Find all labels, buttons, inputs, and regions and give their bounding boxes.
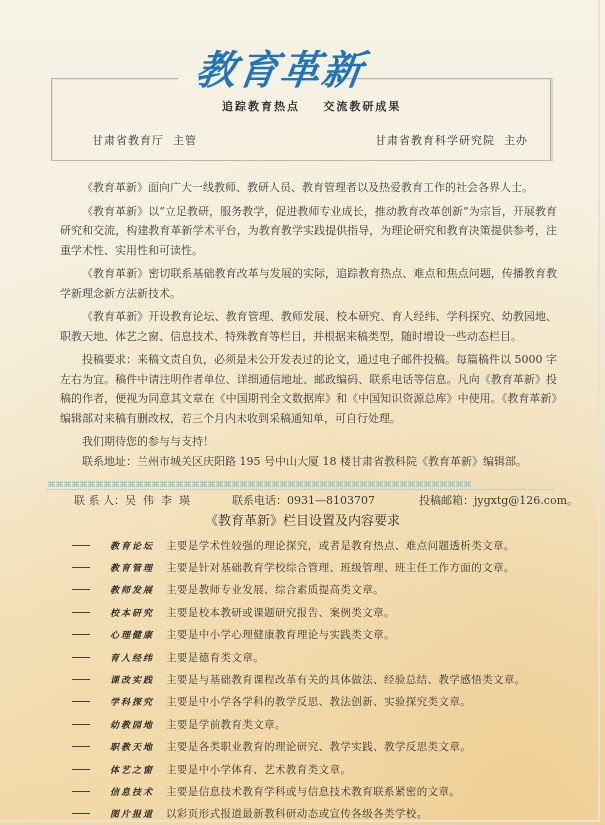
sponsoring-unit: 甘肃省教育科学研究院 主办 — [375, 134, 528, 147]
list-item — [72, 668, 552, 690]
column-name: 幼教园地 — [110, 720, 155, 731]
list-item — [72, 579, 552, 601]
columns-section-title: 《教育革新》栏目设置及内容要求 — [204, 514, 400, 529]
column-desc: 主要是校本教研或课题研究报告、案例类文章。 — [166, 606, 395, 619]
list-item — [72, 534, 552, 556]
masthead-frame-shadow — [551, 78, 553, 162]
column-name: 信息技术 — [110, 787, 155, 798]
column-desc: 主要是德育类文章。 — [166, 651, 265, 664]
column-desc: 主要是与基础教育课程改革有关的具体做法、经验总结、教学感悟类文章。 — [166, 674, 526, 687]
column-desc: 主要是学术性较强的理论探究，或者是教育热点、难点问题透析类文章。 — [166, 539, 515, 552]
intro-paragraph: 《教育革新》面向广大一线教师、教研人员、教育管理者以及热爱教育工作的社会各界人士。 — [82, 181, 533, 194]
column-desc: 主要是信息技术教育学科或与信息技术教育联系紧密的文章。 — [166, 785, 461, 798]
contact-persons: 联 系 人：吴 伟 李 瑛 — [74, 493, 190, 507]
column-name: 体艺之窗 — [110, 765, 155, 776]
column-name: 教育论坛 — [110, 541, 155, 552]
list-item — [72, 780, 552, 802]
dash-icon — [72, 679, 90, 680]
dash-icon — [72, 612, 90, 613]
dash-icon — [72, 724, 90, 725]
column-desc: 主要是针对基础教育学校综合管理、班级管理、班主任工作方面的文章。 — [166, 562, 515, 575]
dash-icon — [72, 769, 90, 770]
dash-icon — [72, 746, 90, 747]
column-name: 育人经纬 — [110, 653, 155, 664]
list-item — [72, 713, 552, 735]
dash-icon — [72, 701, 90, 702]
column-name: 图片报道 — [110, 810, 155, 821]
intro-paragraph: 《教育革新》密切联系基础教育改革与发展的实际，追踪教育热点、难点和焦点问题，传播教育教学新理念新方法新技术。 — [60, 267, 557, 300]
list-item — [72, 758, 552, 780]
ornamental-divider: ⌘⌘⌘⌘⌘⌘⌘⌘⌘⌘⌘⌘⌘⌘⌘⌘⌘⌘⌘⌘⌘⌘⌘⌘⌘⌘⌘⌘⌘⌘⌘⌘⌘⌘⌘⌘⌘⌘⌘⌘⌘⌘⌘⌘⌘⌘⌘⌘⌘⌘⌘⌘⌘ — [47, 481, 553, 490]
closing-line: 我们期待您的参与与支持！ — [82, 435, 214, 448]
dash-icon — [72, 791, 90, 792]
list-item — [72, 556, 552, 578]
column-desc: 主要是中小学心理健康教育理论与实践类文章。 — [166, 629, 395, 642]
dash-icon — [72, 567, 90, 568]
dash-icon — [72, 813, 90, 814]
dash-icon — [72, 634, 90, 635]
contact-email[interactable]: 投稿邮箱：jygxtg@126.com。 — [418, 493, 579, 507]
intro-paragraph: 《教育革新》开设教育论坛、教育管理、教师发展、校本研究、育人经纬、学科探究、幼教园地、职教天地、体艺之窗、信息技术、特殊教育等栏目，并根据来稿类型，随时增设一些动态栏目。 — [60, 310, 557, 343]
column-desc: 以彩页形式报道最新教科研动态或宣传各级各类学校。 — [166, 808, 428, 821]
list-item — [72, 646, 552, 668]
supervising-unit: 甘肃省教育厅 主管 — [92, 134, 197, 147]
list-item — [72, 691, 552, 713]
magazine-title-logo: 教育革新 — [192, 47, 368, 94]
dash-icon — [72, 589, 90, 590]
list-item — [72, 803, 552, 825]
column-name: 职教天地 — [110, 743, 155, 754]
intro-paragraph: 《教育革新》以“立足教研，服务教学，促进教师专业成长，推动教育改革创新”为宗旨，开展教育研究和交流，构建教育革新学术平台，为教育教学实践提供指导，为理论研究和教育决策提供参考，注重学术性、实用性和可读性。 — [60, 204, 557, 257]
list-item — [72, 601, 552, 623]
column-name: 教育管理 — [110, 564, 155, 575]
contact-phone: 联系电话：0931—8103707 — [231, 493, 375, 507]
submission-requirements: 投稿要求：来稿文责自负，必须是未公开发表过的论文，通过电子邮件投稿。每篇稿件以 5000 字左右为宜。稿件中请注明作者单位、详细通信地址、邮政编码、联系电话等信息。凡向《教育革新》投稿的作者，便视为同意其文章在《中国期刊全文数据库》和《中国知识资源总库》中使用。《教育革新》编辑部对来稿有删改权，若三个月内未收到采稿通知单，可自行处理。 — [60, 353, 557, 425]
list-item — [72, 736, 552, 758]
column-name: 心理健康 — [110, 631, 155, 642]
column-desc: 主要是各类职业教育的理论研究、教学实践、教学反思类文章。 — [166, 741, 472, 754]
column-name: 教师发展 — [110, 586, 155, 597]
column-desc: 主要是教师专业发展、综合素质提高类文章。 — [166, 584, 384, 597]
column-name: 学科探究 — [110, 698, 155, 709]
dash-icon — [72, 545, 90, 546]
list-item — [72, 624, 552, 646]
intro-section — [60, 178, 579, 530]
column-desc: 主要是中小学体育、艺术教育类文章。 — [166, 763, 352, 776]
masthead-frame-bottom — [51, 160, 550, 161]
column-desc: 主要是中小学各学科的教学反思、教法创新、实验探究类文章。 — [166, 696, 472, 709]
columns-list — [72, 534, 552, 825]
column-name: 课改实践 — [110, 676, 155, 687]
column-desc: 主要是学前教育类文章。 — [166, 718, 286, 731]
column-name: 校本研究 — [110, 608, 155, 619]
contact-address: 联系地址：兰州市城关区庆阳路 195 号中山大厦 18 楼甘肃省教科院《教育革新》编辑部。 — [82, 454, 527, 468]
dash-icon — [72, 657, 90, 658]
magazine-slogan: 追踪教育热点 交流教研成果 — [222, 100, 402, 113]
